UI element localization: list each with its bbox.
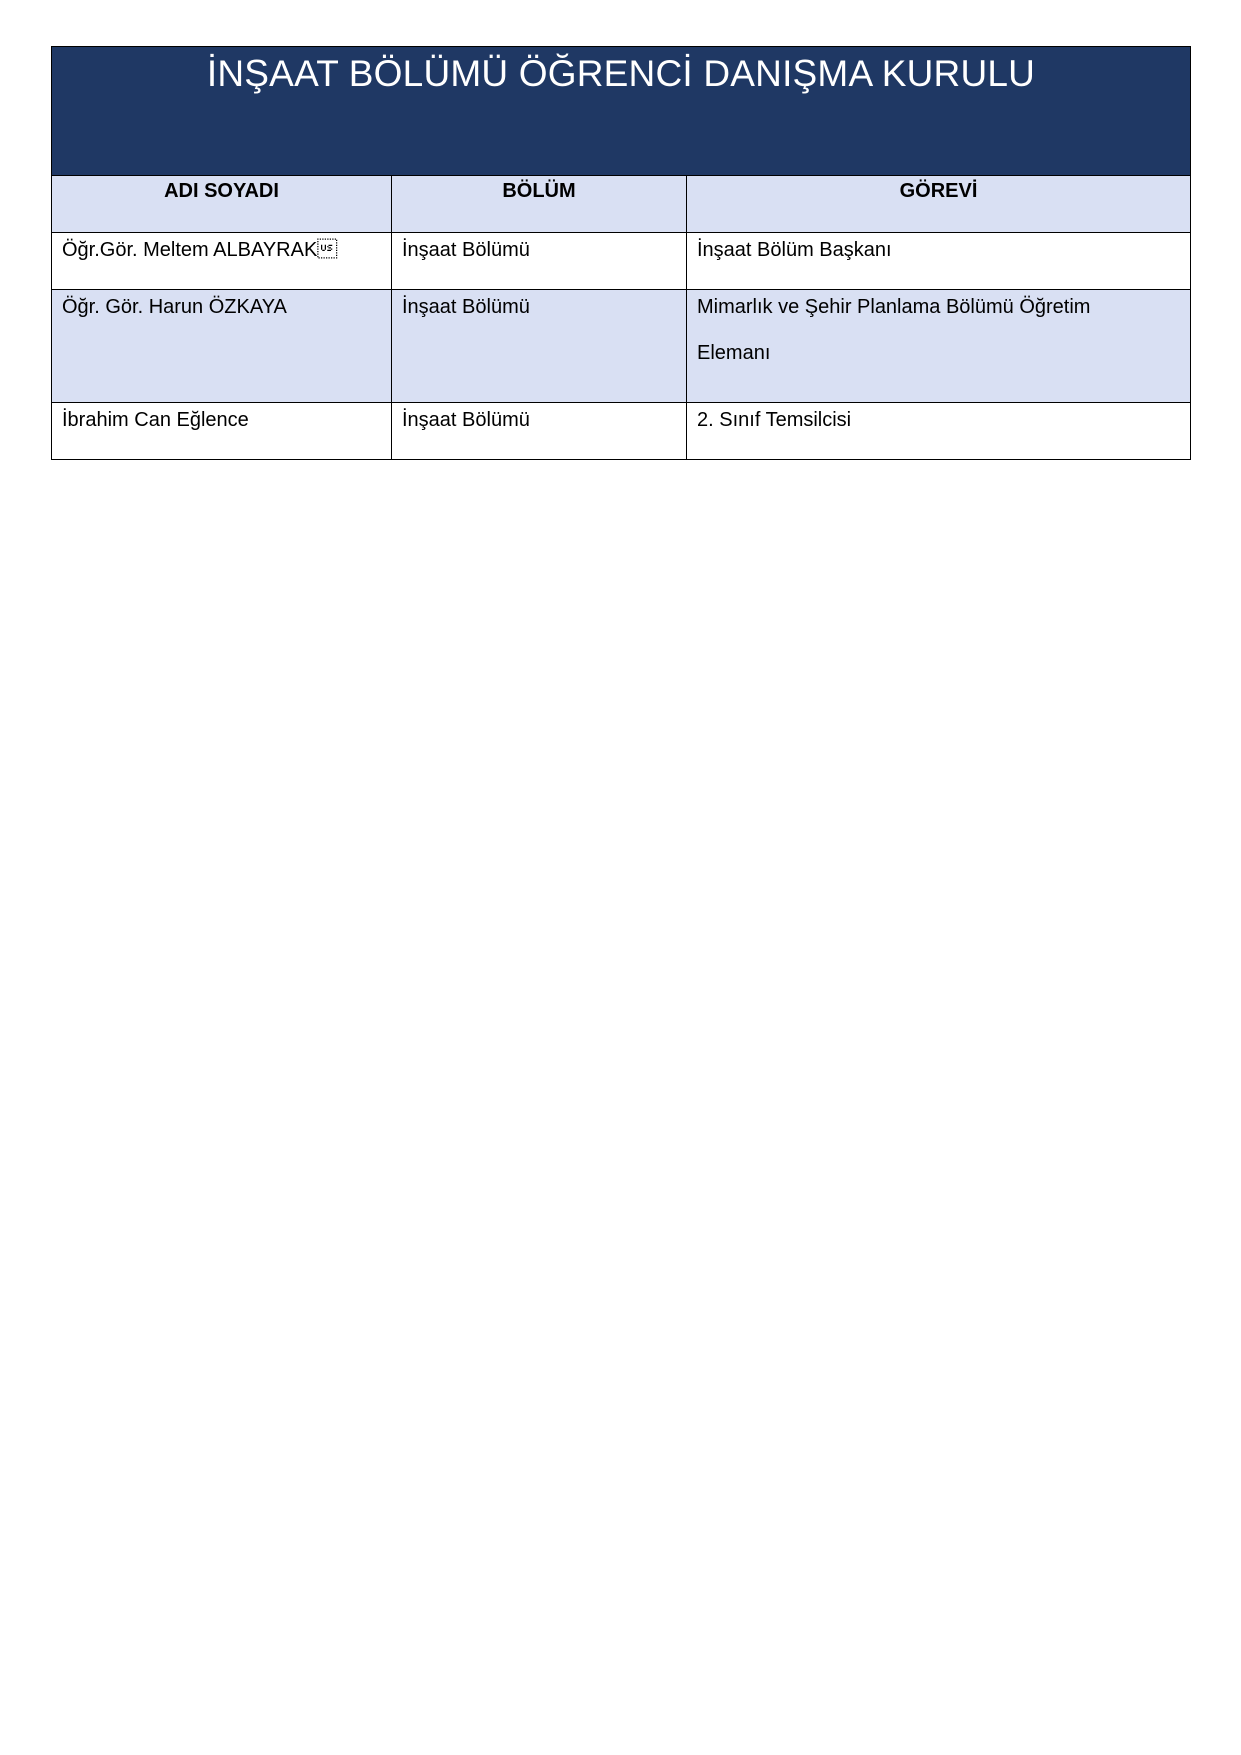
member-role: İnşaat Bölüm Başkanı xyxy=(697,239,892,261)
name-cell xyxy=(52,290,392,403)
department-cell xyxy=(392,233,687,290)
title-cell xyxy=(52,47,1191,176)
department-cell xyxy=(392,403,687,460)
member-name: İbrahim Can Eğlence xyxy=(62,409,249,431)
department-cell xyxy=(392,290,687,403)
column-header-department: BÖLÜM xyxy=(392,176,687,233)
member-role-line-2: Elemanı xyxy=(697,342,771,364)
advisory-board-table xyxy=(51,46,1191,460)
table-row xyxy=(52,290,1191,403)
member-department: İnşaat Bölümü xyxy=(402,296,530,318)
column-header-role: GÖREVİ xyxy=(687,176,1191,233)
table-row xyxy=(52,403,1191,460)
name-cell xyxy=(52,233,392,290)
document-title: İNŞAAT BÖLÜMÜ ÖĞRENCİ DANIŞMA KURULU xyxy=(206,53,1036,94)
name-cell xyxy=(52,403,392,460)
role-cell xyxy=(687,290,1191,403)
table-row xyxy=(52,233,1191,290)
member-role: 2. Sınıf Temsilcisi xyxy=(697,409,852,431)
member-name: Öğr. Gör. Harun ÖZKAYA xyxy=(62,296,287,318)
member-department: İnşaat Bölümü xyxy=(402,409,530,431)
member-name: Öğr.Gör. Meltem ALBAYRAK xyxy=(62,239,338,261)
column-header-name: ADI SOYADI xyxy=(52,176,392,233)
role-cell xyxy=(687,233,1191,290)
header-row xyxy=(52,176,1191,233)
role-cell xyxy=(687,403,1191,460)
title-row xyxy=(52,47,1191,176)
member-department: İnşaat Bölümü xyxy=(402,239,530,261)
member-role-line-1: Mimarlık ve Şehir Planlama Bölümü Öğretim xyxy=(697,296,1091,318)
